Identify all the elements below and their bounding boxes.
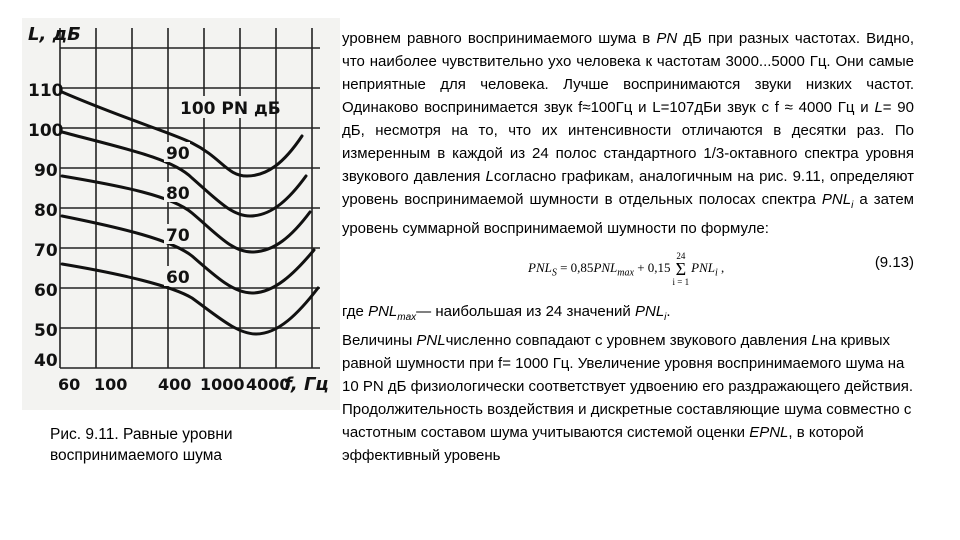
- curve-label-90: 90: [166, 144, 190, 164]
- y-tick-label: 90: [34, 161, 58, 181]
- x-tick-label: 4000: [246, 375, 291, 394]
- y-tick-label: 60: [34, 281, 58, 301]
- sum-operator: 24 Σ i = 1: [672, 251, 690, 288]
- y-tick-label: 50: [34, 321, 58, 341]
- x-tick-label: 100: [94, 375, 128, 394]
- paragraph-noise-levels: уровнем равного воспринимаемого шума в PN дБ при разных частотах. Видно, что наиболее чувствительно ухо человека к частотам 3000...5000 Гц. Они самые неприятные для человека. Лучше воспринимаются звуки низких частот. Одинаково воспринимается звук f≈100Гц и L=107дБи звук с f ≈ 4000 Гц и L= 90 дБ, несмотря на то, что их интенсивности отличаются в десятки раз. По измеренным в каждой из 24 полос стандартного 1/3-октавного спектра уровня звукового давления Lсогласно графикам, аналогичным на рис. 9.11, определяют уровень воспринимаемой шумности в отдельных полосах спектра $PNL_i$ а затем уровень суммарной воспринимаемой шумности по формуле:: [342, 30, 915, 237]
- body-text: [342, 27, 914, 467]
- paragraph-pnl-values: Величины PNLчисленно совпадают с уровнем звукового давления Lна кривых равной шумности при f= 1000 Гц. Увеличение уровня воспринимаемого шума на 10 PN дБ физиологически соответствует удвоению его раздражающего действия.: [342, 332, 914, 395]
- y-tick-label: 70: [34, 241, 58, 261]
- y-tick-label: 40: [34, 351, 58, 371]
- paragraph-pnl-max: где $PNL_{max}—$ наибольшая из 24 значений $PNL_i$.: [342, 303, 671, 323]
- curve-label-100: 100 PN дБ: [180, 99, 281, 119]
- x-tick-label: 1000: [200, 375, 245, 394]
- x-axis-title: f, Гц: [284, 374, 329, 395]
- y-axis-title: L, дБ: [28, 24, 81, 45]
- curve-label-70: 70: [166, 226, 190, 246]
- equation-number: (9.13): [874, 254, 914, 271]
- curve-label-60: 60: [166, 268, 190, 288]
- equal-noisiness-figure: [22, 18, 340, 410]
- formula-9-13: [342, 248, 914, 288]
- paragraph-epnl: Продолжительность воздействия и дискретные составляющие шума совместно с частотным составом шума учитываются системой оценки EPNL, в которой эффективный уровень: [342, 401, 912, 464]
- equal-noisiness-chart: [22, 18, 340, 410]
- y-tick-label: 80: [34, 201, 58, 221]
- y-tick-label: 110: [28, 81, 64, 101]
- figure-caption: Рис. 9.11. Равные уровни воспринимаемого шума: [50, 426, 233, 464]
- curve-label-80: 80: [166, 184, 190, 204]
- x-tick-label: 400: [158, 375, 192, 394]
- formula-expression: $PNL_S = 0,85PNL_{max} + 0,1524$ Σ $i = 1PNL_i$ ,: [528, 251, 725, 288]
- y-tick-label: 100: [28, 121, 64, 141]
- x-tick-label: 60: [58, 375, 81, 394]
